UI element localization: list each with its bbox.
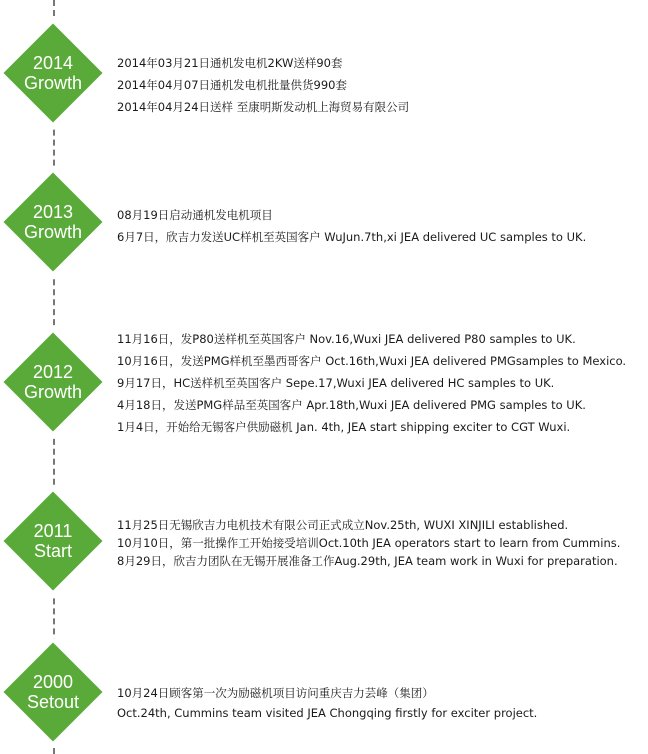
milestone-badge bbox=[4, 492, 102, 590]
badge-label bbox=[4, 24, 102, 122]
badge-label bbox=[4, 173, 102, 271]
entry-list bbox=[117, 204, 645, 248]
milestone-phase: Growth bbox=[23, 73, 83, 93]
entry-item: 10月16日，发送PMG样机至墨西哥客户 Oct.16th,Wuxi JEA delivered PMGsamples to Mexico. bbox=[117, 354, 627, 368]
badge-label bbox=[4, 492, 102, 590]
milestone-year: 2000 bbox=[32, 672, 74, 692]
entry-item: 6月7日，欣吉力发送UC样机至英国客户 WuJun.7th,xi JEA delivered UC samples to UK. bbox=[117, 230, 587, 244]
milestone-year: 2013 bbox=[32, 202, 74, 222]
milestone-phase: Growth bbox=[23, 382, 83, 402]
entry-item: 2014年04月24日送样 至康明斯发动机上海贸易有限公司 bbox=[117, 100, 410, 114]
entry-item: Oct.24th, Cummins team visited JEA Chongqing firstly for exciter project. bbox=[117, 706, 538, 720]
entry-item: 9月17日，HC送样机至英国客户 Sepe.17,Wuxi JEA delivered HC samples to UK. bbox=[117, 376, 555, 390]
entry-item: 08月19日启动通机发电机项目 bbox=[117, 208, 273, 222]
milestone-phase: Setout bbox=[26, 692, 80, 712]
entry-list bbox=[117, 683, 645, 723]
milestone-badge bbox=[4, 643, 102, 741]
entry-item: 10月24日顾客第一次为励磁机项目访问重庆吉力芸峰（集团） bbox=[117, 686, 434, 700]
milestone-badge bbox=[4, 333, 102, 431]
entry-list bbox=[117, 52, 645, 118]
entry-item: 1月4日，开始给无锡客户供励磁机 Jan. 4th, JEA start shipping exciter to CGT Wuxi. bbox=[117, 420, 571, 434]
milestone-year: 2012 bbox=[32, 362, 74, 382]
milestone-phase: Growth bbox=[23, 222, 83, 242]
milestone-year: 2014 bbox=[32, 53, 74, 73]
entry-item: 2014年03月21日通机发电机2KW送样90套 bbox=[117, 56, 343, 70]
milestone-badge bbox=[4, 24, 102, 122]
entry-item: 2014年04月07日通机发电机批量供货990套 bbox=[117, 78, 347, 92]
badge-label bbox=[4, 333, 102, 431]
entry-item: 10月10日，第一批操作工开始接受培训Oct.10th JEA operators start to learn from Cummins. bbox=[117, 536, 621, 550]
entry-item: 8月29日，欣吉力团队在无锡开展准备工作Aug.29th, JEA team work in Wuxi for preparation. bbox=[117, 554, 618, 568]
milestone-year: 2011 bbox=[33, 521, 73, 541]
milestone-badge bbox=[4, 173, 102, 271]
entry-item: 11月25日无锡欣吉力电机技术有限公司正式成立Nov.25th, WUXI XINJILI established. bbox=[117, 518, 569, 532]
entry-list bbox=[117, 328, 645, 438]
badge-label bbox=[4, 643, 102, 741]
milestone-phase: Start bbox=[33, 541, 72, 561]
entry-item: 4月18日，发送PMG样品至英国客户 Apr.18th,Wuxi JEA delivered PMG samples to UK. bbox=[117, 398, 586, 412]
entry-list bbox=[117, 516, 645, 570]
entry-item: 11月16日，发P80送样机至英国客户 Nov.16,Wuxi JEA delivered P80 samples to UK. bbox=[117, 332, 576, 346]
